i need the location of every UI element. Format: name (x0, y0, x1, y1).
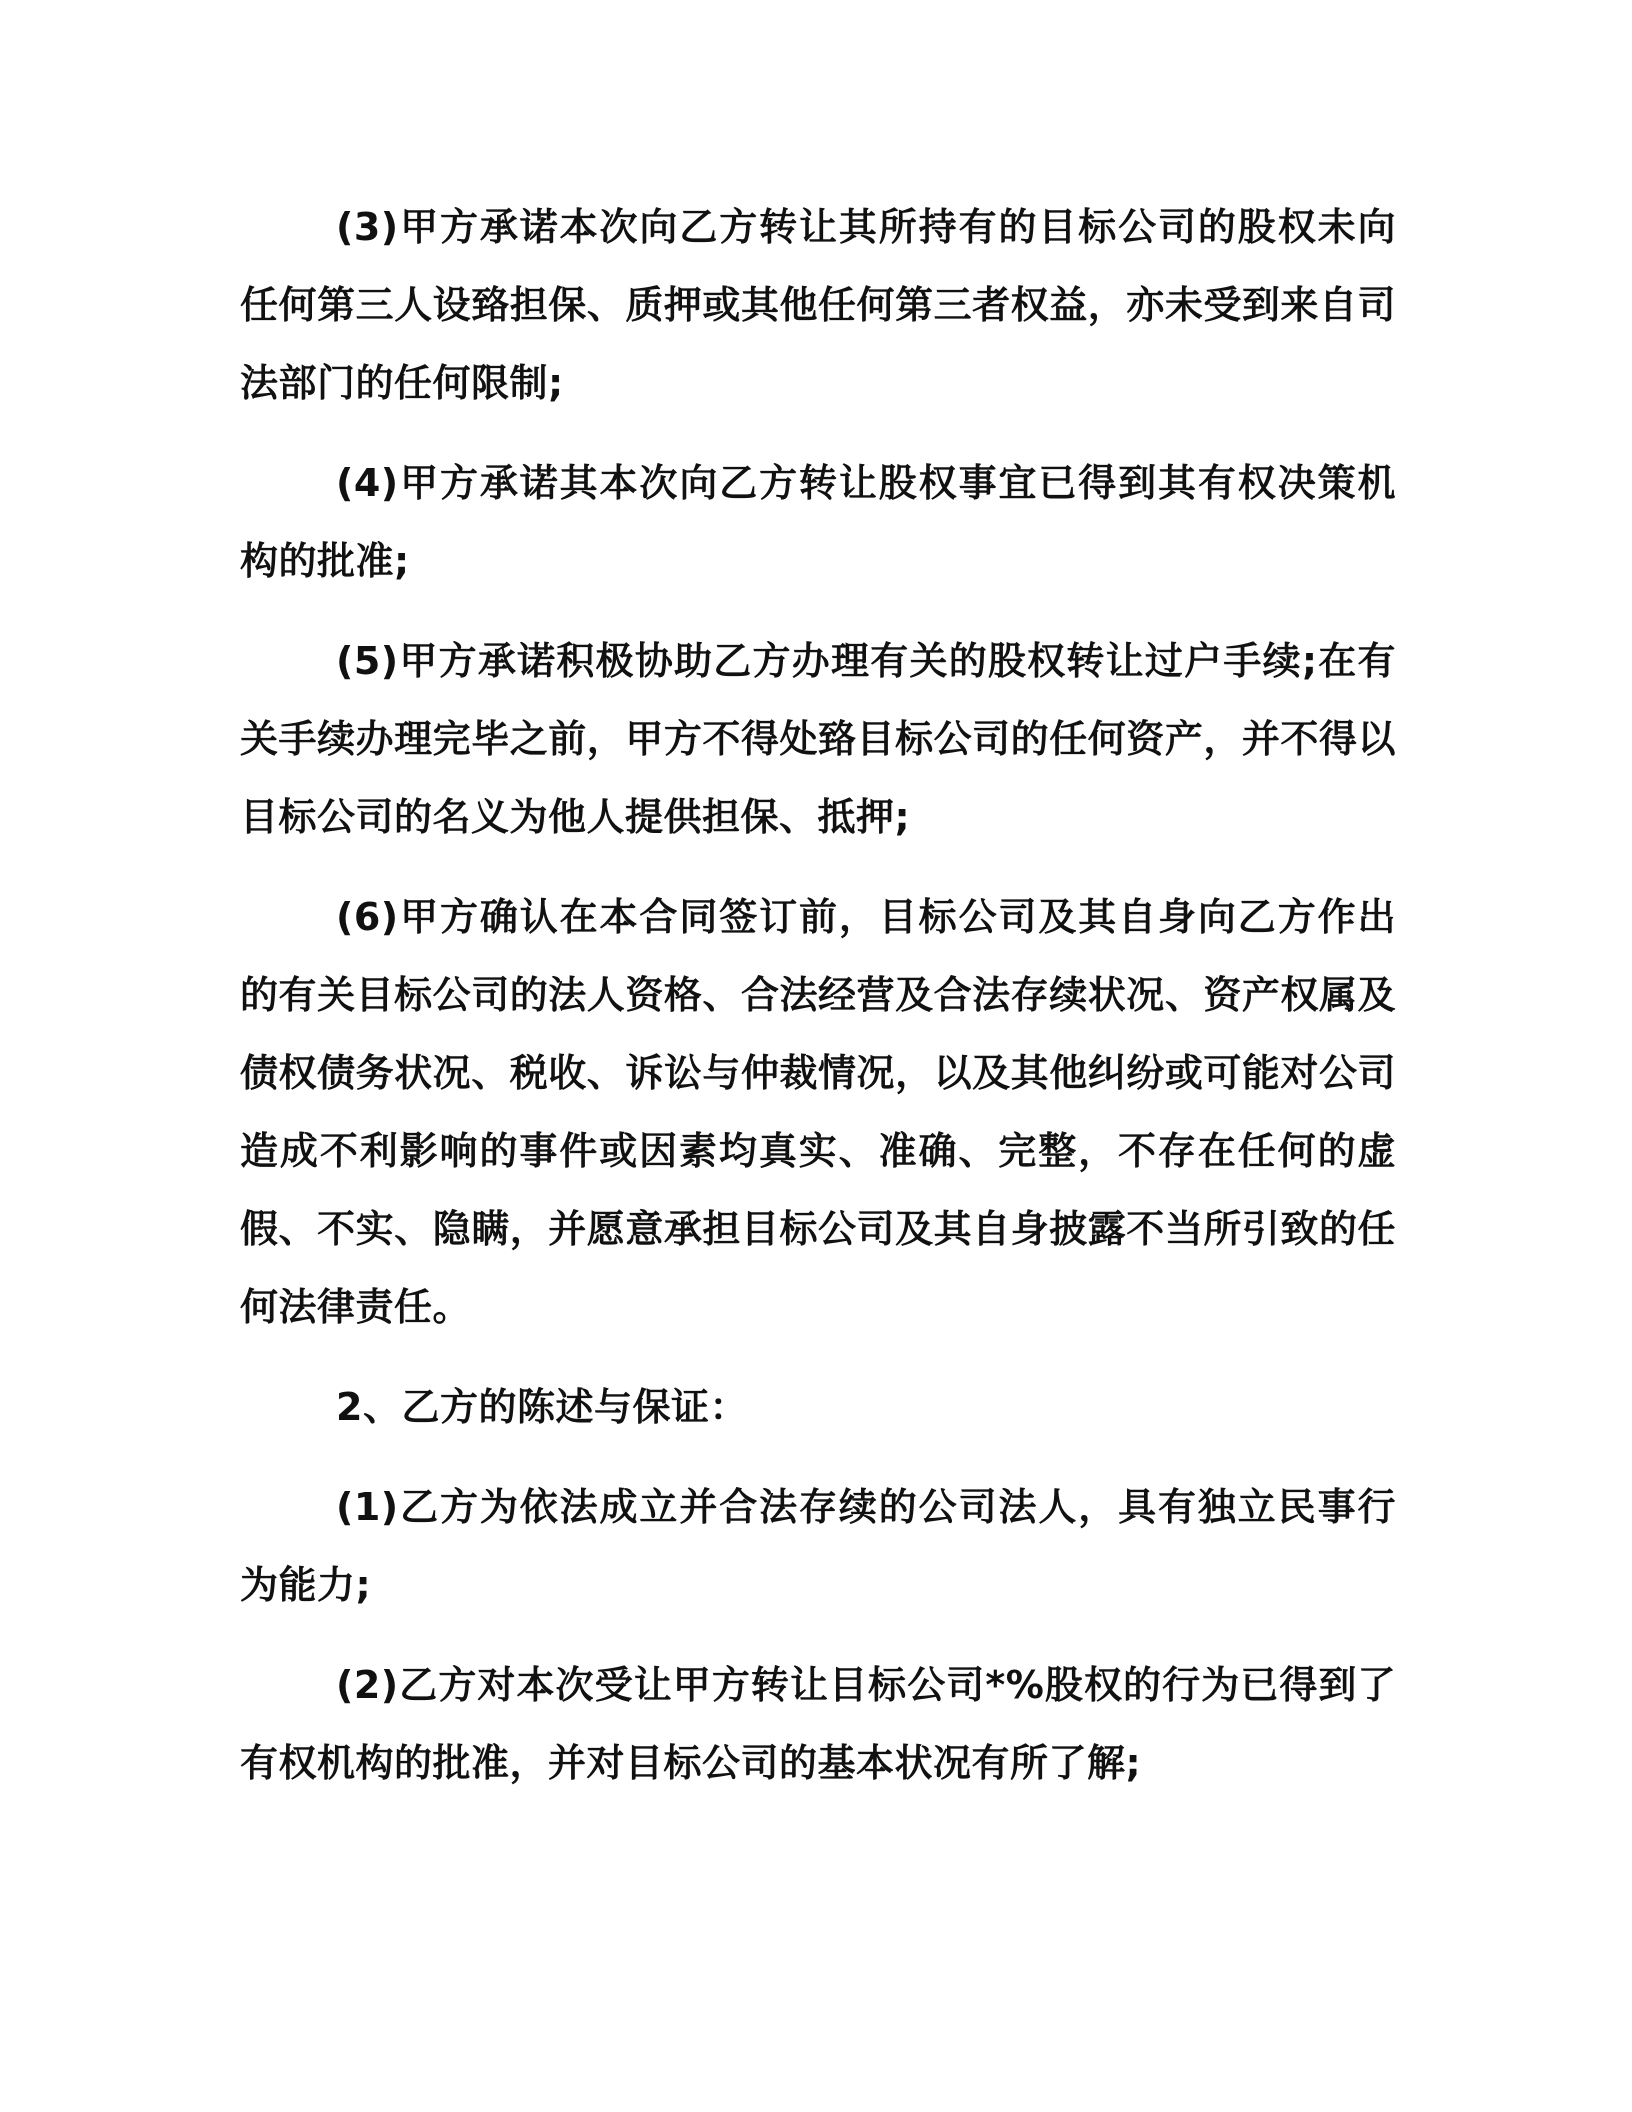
party-b-clause-1-paragraph: (1)乙方为依法成立并合法存续的公司法人，具有独立民事行为能力; (240, 1485, 1396, 1607)
section-2-heading: 2、乙方的陈述与保证： (336, 1385, 748, 1429)
clause-3-paragraph: (3)甲方承诺本次向乙方转让其所持有的目标公司的股权未向任何第三人设臵担保、质押或其他任何第三者权益，亦未受到来自司法部门的任何限制; (240, 205, 1396, 405)
party-b-clause-2-paragraph: (2)乙方对本次受让甲方转让目标公司*%股权的行为已得到了有权机构的批准，并对目标公司的基本状况有所了解; (240, 1663, 1396, 1785)
document-page (240, 188, 1396, 1824)
clause-6-paragraph: (6)甲方确认在本合同签订前，目标公司及其自身向乙方作出的有关目标公司的法人资格、合法经营及合法存续状况、资产权属及债权债务状况、税收、诉讼与仲裁情况，以及其他纠纷或可能对公司造成不利影响的事件或因素均真实、准确、完整，不存在任何的虚假、不实、隐瞒，并愿意承担目标公司及其自身披露不当所引致的任何法律责任。 (240, 895, 1396, 1329)
clause-5-paragraph: (5)甲方承诺积极协助乙方办理有关的股权转让过户手续;在有关手续办理完毕之前，甲方不得处臵目标公司的任何资产，并不得以目标公司的名义为他人提供担保、抵押; (240, 639, 1396, 839)
clause-4-paragraph: (4)甲方承诺其本次向乙方转让股权事宜已得到其有权决策机构的批准; (240, 461, 1396, 583)
